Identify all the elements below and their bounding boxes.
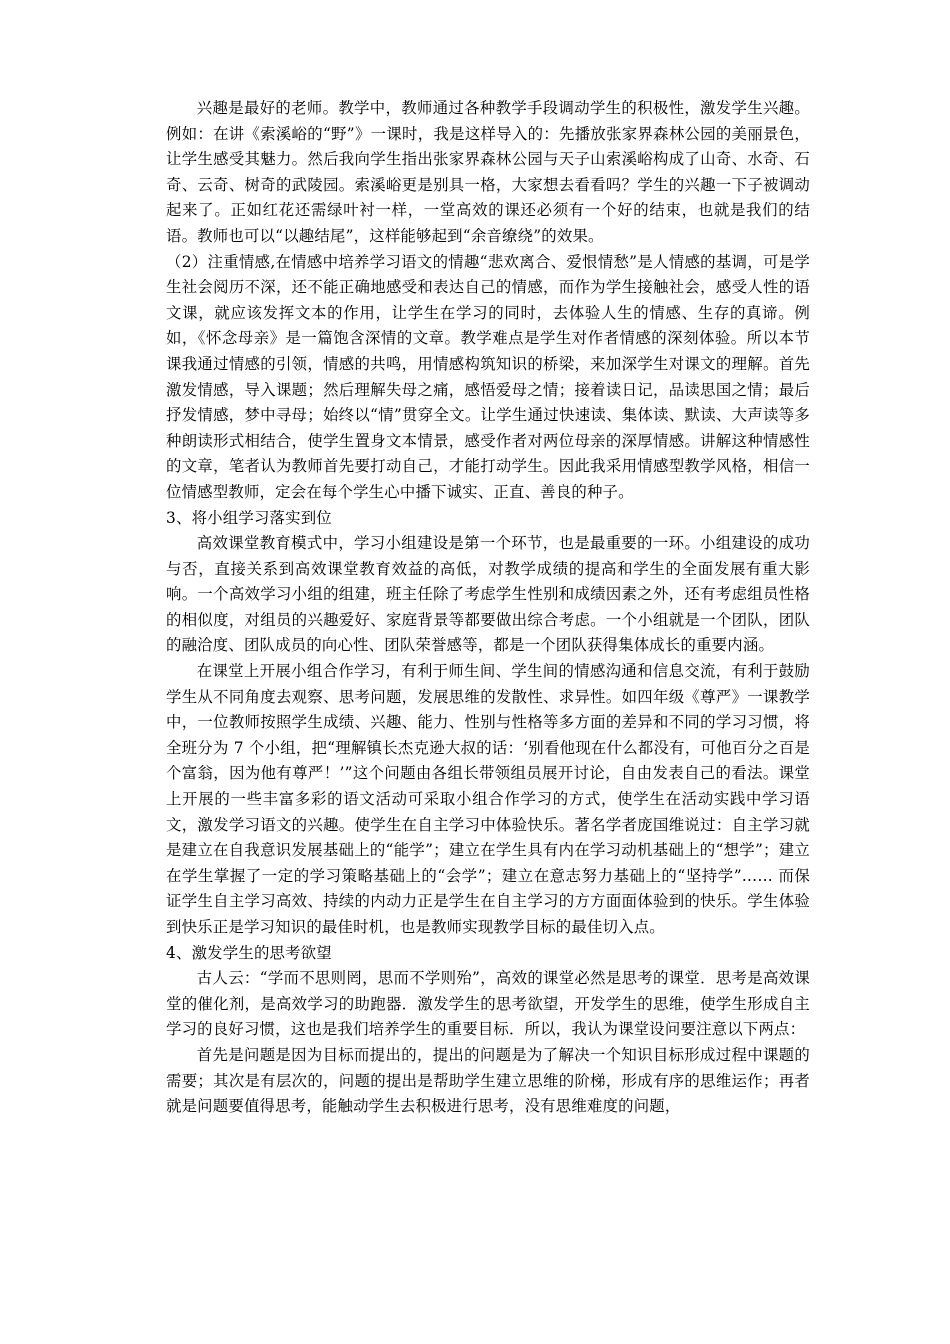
paragraph-interest: 兴趣是最好的老师。教学中，教师通过各种教学手段调动学生的积极性，激发学生兴趣。例如：在讲《索溪峪的“野”》一课时，我是这样导入的：先播放张家界森林公园的美丽景色，让学生感受其魅力。然后我向学生指出张家界森林公园与天子山索溪峪构成了山奇、水奇、石奇、云奇、树奇的武陵园。索溪峪更是别具一格，大家想去看看吗？学生的兴趣一下子被调动起来了。正如红花还需绿叶衬一样，一堂高效的课还必须有一个好的结束，也就是我们的结语。教师也可以“以趣结尾”，这样能够起到“余音缭绕”的效果。 bbox=[166, 99, 810, 245]
paragraph-questions: 首先是问题是因为目标而提出的，提出的问题是为了解决一个知识目标形成过程中课题的需要；其次是有层次的，问题的提出是帮助学生建立思维的阶梯，形成有序的思维运作；再者就是问题要值得思考，能触动学生去积极进行思考，没有思维难度的问题， bbox=[166, 1045, 810, 1116]
paragraph-group-cooperation: 在课堂上开展小组合作学习，有利于师生间、学生间的情感沟通和信息交流，有利于鼓励学生从不同角度去观察、思考问题，发展思维的发散性、求异性。如四年级《尊严》一课教学中，一位教师按照学生成绩、兴趣、能力、性别与性格等多方面的差异和不同的学习习惯，将全班分为 7 个小组，把“理解镇长杰克逊大叔的话：‘别看他现在什么都没有，可他百分之百是个富翁，因为他有尊严！’”这个问题由各组长带领组员展开讨论，自由发表自己的看法。课堂上开展的一些丰富多彩的语文活动可采取小组合作学习的方式，使学生在活动实践中学习语文，激发学习语文的兴趣。使学生在自主学习中体验快乐。著名学者庞国维说过：自主学习就是建立在自我意识发展基础上的“能学”；建立在学生具有内在学习动机基础上的“想学”；建立在学生掌握了一定的学习策略基础上的“会学”；建立在意志努力基础上的“坚持学”…… 而保证学生自主学习高效、持续的内动力正是学生在自主学习的方方面面体验到的快乐。学生体验到快乐正是学习知识的最佳时机，也是教师实现教学目标的最佳切入点。 bbox=[166, 662, 810, 936]
section-heading-4: 4、激发学生的思考欲望 bbox=[166, 943, 332, 962]
paragraph-thinking: 古人云：“学而不思则罔，思而不学则殆”，高效的课堂必然是思考的课堂．思考是高效课堂的催化剂，是高效学习的助跑器．激发学生的思考欲望，开发学生的思维，使学生形成自主学习的良好习惯，这也是我们培养学生的重要目标．所以，我认为课堂设问要注意以下两点： bbox=[166, 969, 810, 1039]
document-page bbox=[166, 96, 810, 1120]
paragraph-group-building: 高效课堂教育模式中，学习小组建设是第一个环节，也是最重要的一环。小组建设的成功与否，直接关系到高效课堂教育效益的高低，对教学成绩的提高和学生的全面发展有重大影响。一个高效学习小组的组建，班主任除了考虑学生性别和成绩因素之外，还有考虑组员性格的相似度，对组员的兴趣爱好、家庭背景等都要做出综合考虑。一个小组就是一个团队，团队的融洽度、团队成员的向心性、团队荣誉感等，都是一个团队获得集体成长的重要内涵。 bbox=[166, 534, 810, 655]
section-heading-3: 3、将小组学习落实到位 bbox=[166, 508, 332, 527]
paragraph-emotion: （2）注重情感,在情感中培养学习语文的情趣“悲欢离合、爱恨情愁”是人情感的基调，可是学生社会阅历不深，还不能正确地感受和表达自己的情感，而作为学生接触社会，感受人性的语文课，就应该发挥文本的作用，让学生在学习的同时，去体验人生的情感、生存的真谛。例如，《怀念母亲》是一篇饱含深情的文章。教学难点是学生对作者情感的深刻体验。所以本节课我通过情感的引领，情感的共鸣，用情感构筑知识的桥梁，来加深学生对课文的理解。首先激发情感，导入课题；然后理解失母之痛，感悟爱母之情；接着读日记，品读思国之情；最后抒发情感，梦中寻母；始终以“情”贯穿全文。让学生通过快速读、集体读、默读、大声读等多种朗读形式相结合，使学生置身文本情景，感受作者对两位母亲的深厚情感。讲解这种情感性的文章，笔者认为教师首先要打动自己，才能打动学生。因此我采用情感型教学风格，相信一位情感型教师，定会在每个学生心中播下诚实、正直、善良的种子。 bbox=[166, 252, 810, 501]
